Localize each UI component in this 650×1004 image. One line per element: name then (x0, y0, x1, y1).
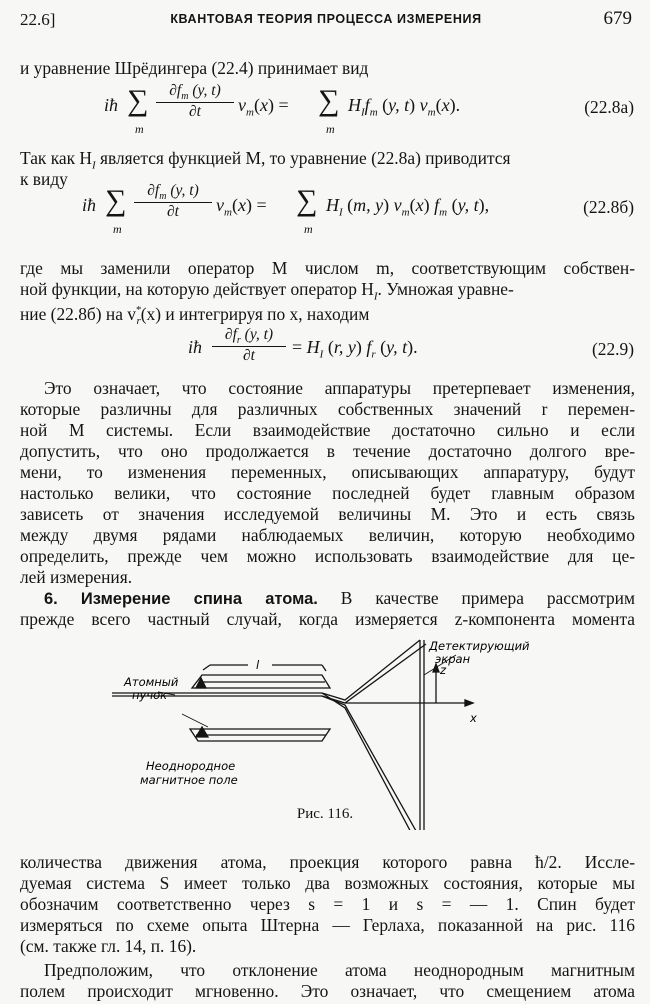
text-line: дуемая система S имеет только два возможных состояния, которые мы (20, 873, 635, 893)
text-line: полем происходит мгновенно. Это означает, что смещением атома (20, 981, 635, 1001)
section-heading-line: 6. Измерение спина атома. В качестве примера рассмотрим (44, 588, 635, 608)
text-line: ной функции, на которую действует оператор $H_I$. Умножая уравне- (20, 279, 514, 303)
text-line: ние (22.8б) на $v^*_r(x)$ и интегрируя по x, находим (20, 303, 370, 328)
z-axis-label: z (440, 663, 447, 677)
text-line: лей измерения. (20, 567, 133, 587)
text-line: Это означает, что состояние аппаратуры претерпевает изменения, (44, 378, 635, 398)
text-line: допустить, что оно продолжается в течение достаточно долгого вре- (20, 441, 635, 461)
text-line: мени, то изменения переменных, описывающих аппаратуру, будут (20, 462, 635, 482)
equation-22-8a: iħ ∑ m $\partial f_m$ (y, t) ∂t $v_m(x)$ = ∑ m $H_If_m$ (y, t) $v_m(x)$. (22.8а) (104, 82, 634, 136)
stern-gerlach-diagram (0, 630, 650, 830)
text-line: определить, прежде чем можно использовать взаимодействие для це- (20, 546, 635, 566)
equation-22-8b: iħ ∑ m $\partial f_m$ (y, t) ∂t $v_m(x)$ = ∑ m $H_I$ (m, y) $v_m(x)$ $f_m$ (y, t), (22.8б) (82, 182, 634, 236)
section-ref: 22.6] (20, 10, 56, 29)
text-line: Предположим, что отклонение атома неоднородным магнитным (44, 960, 635, 980)
screen-label-2: экран (435, 652, 471, 666)
text-line: ной M системы. Если взаимодействие достаточно сильно и если (20, 420, 635, 440)
beam-label: Атомный (124, 675, 179, 689)
text-line: измеряться по схеме опыта Штерна — Герлаха, показанной на рис. 116 (20, 915, 635, 935)
x-axis-label: x (470, 711, 477, 725)
text-line: обозначим соответственно через s = 1 и s = — 1. Спин будет (20, 894, 635, 914)
running-title: КВАНТОВАЯ ТЕОРИЯ ПРОЦЕССА ИЗМЕРЕНИЯ (170, 12, 482, 26)
field-label-2: магнитное поле (140, 773, 238, 787)
text-line: и уравнение Шрёдингера (22.4) принимает вид (20, 58, 369, 78)
text-line: между двумя рядами наблюдаемых величин, которую необходимо (20, 525, 635, 545)
beam-label-2: пучок (132, 688, 168, 702)
text-line: к виду (20, 169, 68, 189)
page-number: 679 (603, 8, 632, 29)
text-line: количества движения атома, проекция которого равна ħ/2. Иссле- (20, 852, 635, 872)
upper-pole-mark (196, 678, 206, 688)
deflected-beam-up (322, 640, 420, 700)
equation-number: (22.8б) (583, 197, 634, 217)
field-label: Неоднородное (146, 759, 236, 773)
equation-22-9: iħ $\partial f_r$ (y, t) ∂t = $H_I$ (r, y) $f_r$ (y, t). (22.9) (188, 326, 634, 365)
text-line: где мы заменили оператор M числом m, соответствующим собствен- (20, 258, 635, 278)
running-header (20, 8, 632, 34)
figure-caption: Рис. 116. (296, 806, 354, 822)
equation-number: (22.8а) (584, 97, 634, 117)
text-line: Так как $H_I$ является функцией M, то уравнение (22.8а) приводится (20, 148, 511, 172)
length-label: l (256, 658, 260, 672)
text-line: настолько велики, что состояние последней будет главным образом (20, 483, 635, 503)
text-line: которые различны для различных собственных значений r перемен- (20, 399, 635, 419)
section-heading: 6. Измерение спина атома. (44, 590, 318, 608)
text-line: прежде всего частный случай, когда измеряется z-компонента момента (20, 609, 635, 629)
text-line: (см. также гл. 14, п. 16). (20, 936, 197, 956)
text-line: зависеть от значения исследуемой величины M. Это и есть связь (20, 504, 635, 524)
equation-number: (22.9) (591, 339, 634, 359)
screen-label: Детектирующий (429, 639, 530, 653)
